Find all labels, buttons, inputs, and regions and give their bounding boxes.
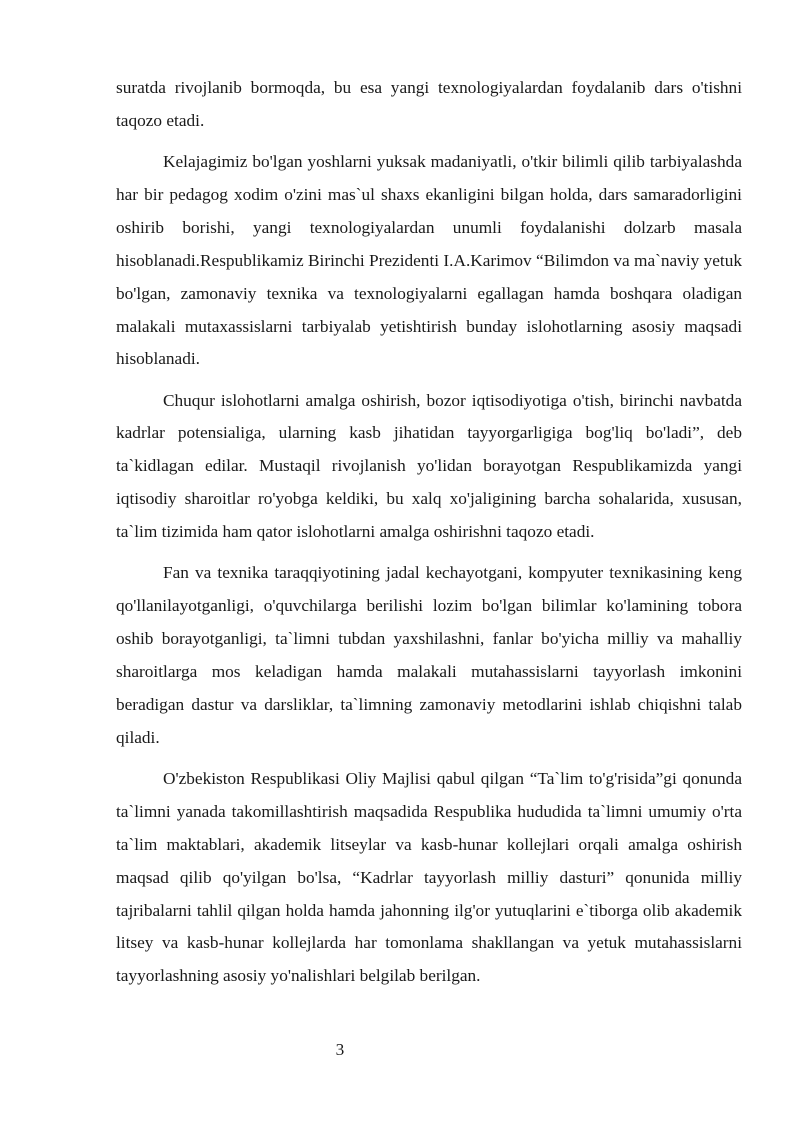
paragraph-continuation: suratda rivojlanib bormoqda, bu esa yangi texnologiyalardan foydalanib dars o'tishni taqozo etadi.	[116, 78, 742, 130]
paragraph: Chuqur islohotlarni amalga oshirish, bozor iqtisodiyotiga o'tish, birinchi navbatda kadrlar potensialiga, ularning kasb jihatidan tayyorgarligiga bog'liq bo'ladi”, deb ta`kidlagan edilar. Mustaqil rivojlanish yo'lidan borayotgan Respublikamizda yangi iqtisodiy sharoitlar ro'yobga keldiki, bu xalq xo'jaligining barcha sohalarida, xususan, ta`lim tizimida ham qator islohotlarni amalga oshirishni taqozo etadi.	[116, 390, 742, 542]
paragraph: O'zbekiston Respublikasi Oliy Majlisi qabul qilgan “Ta`lim to'g'risida”gi qonunda ta`limni yanada takomillashtirish maqsadida Respublika hududida ta`limni umumiy o'rta ta`lim maktablari, akademik litseylar va kasb-hunar kollejlari orqali amalga oshirish maqsad qilib qo'yilgan bo'lsa, “Kadrlar tayyorlash milliy dasturi” qonunida milliy tajribalarni tahlil qilgan holda hamda jahonning ilg'or yutuqlarini e`tiborga olib akademik litsey va kasb-hunar kollejlarda har tomonlama shakllangan va yetuk mutahassislarni tayyorlashning asosiy yo'nalishlari belgilab berilgan.	[116, 768, 742, 986]
paragraph: Fan va texnika taraqqiyotining jadal kechayotgani, kompyuter texnikasining keng qo'llanilayotganligi, o'quvchilarga berilishi lozim bo'lgan bilimlar ko'lamining tobora oshib borayotganligi, ta`limni tubdan yaxshilashni, fanlar bo'yicha milliy va mahalliy sharoitlarga mos keladigan hamda malakali mutahassislarni tayyorlash imkonini beradigan dastur va darsliklar, ta`limning zamonaviy metodlarini ishlab chiqishni talab qiladi.	[116, 563, 742, 747]
paragraph: Kelajagimiz bo'lgan yoshlarni yuksak madaniyatli, o'tkir bilimli qilib tarbiyalashda har bir pedagog xodim o'zini mas`ul shaxs ekanligini bilgan holda, dars samaradorligini oshirib borishi, yangi texnologiyalardan unumli foydalanishi dolzarb masala hisoblanadi.Respublikamiz Birinchi Prezidenti I.A.Karimov “Bilimdon va ma`naviy yetuk bo'lgan, zamonaviy texnika va texnologiyalarni egallagan hamda boshqara oladigan malakali mutaxassislarni tarbiyalab yetishtirish bunday islohotlarning asosiy maqsadi hisoblanadi.	[116, 152, 742, 369]
page-number: 3	[335, 1040, 345, 1059]
body-text	[116, 72, 742, 1001]
